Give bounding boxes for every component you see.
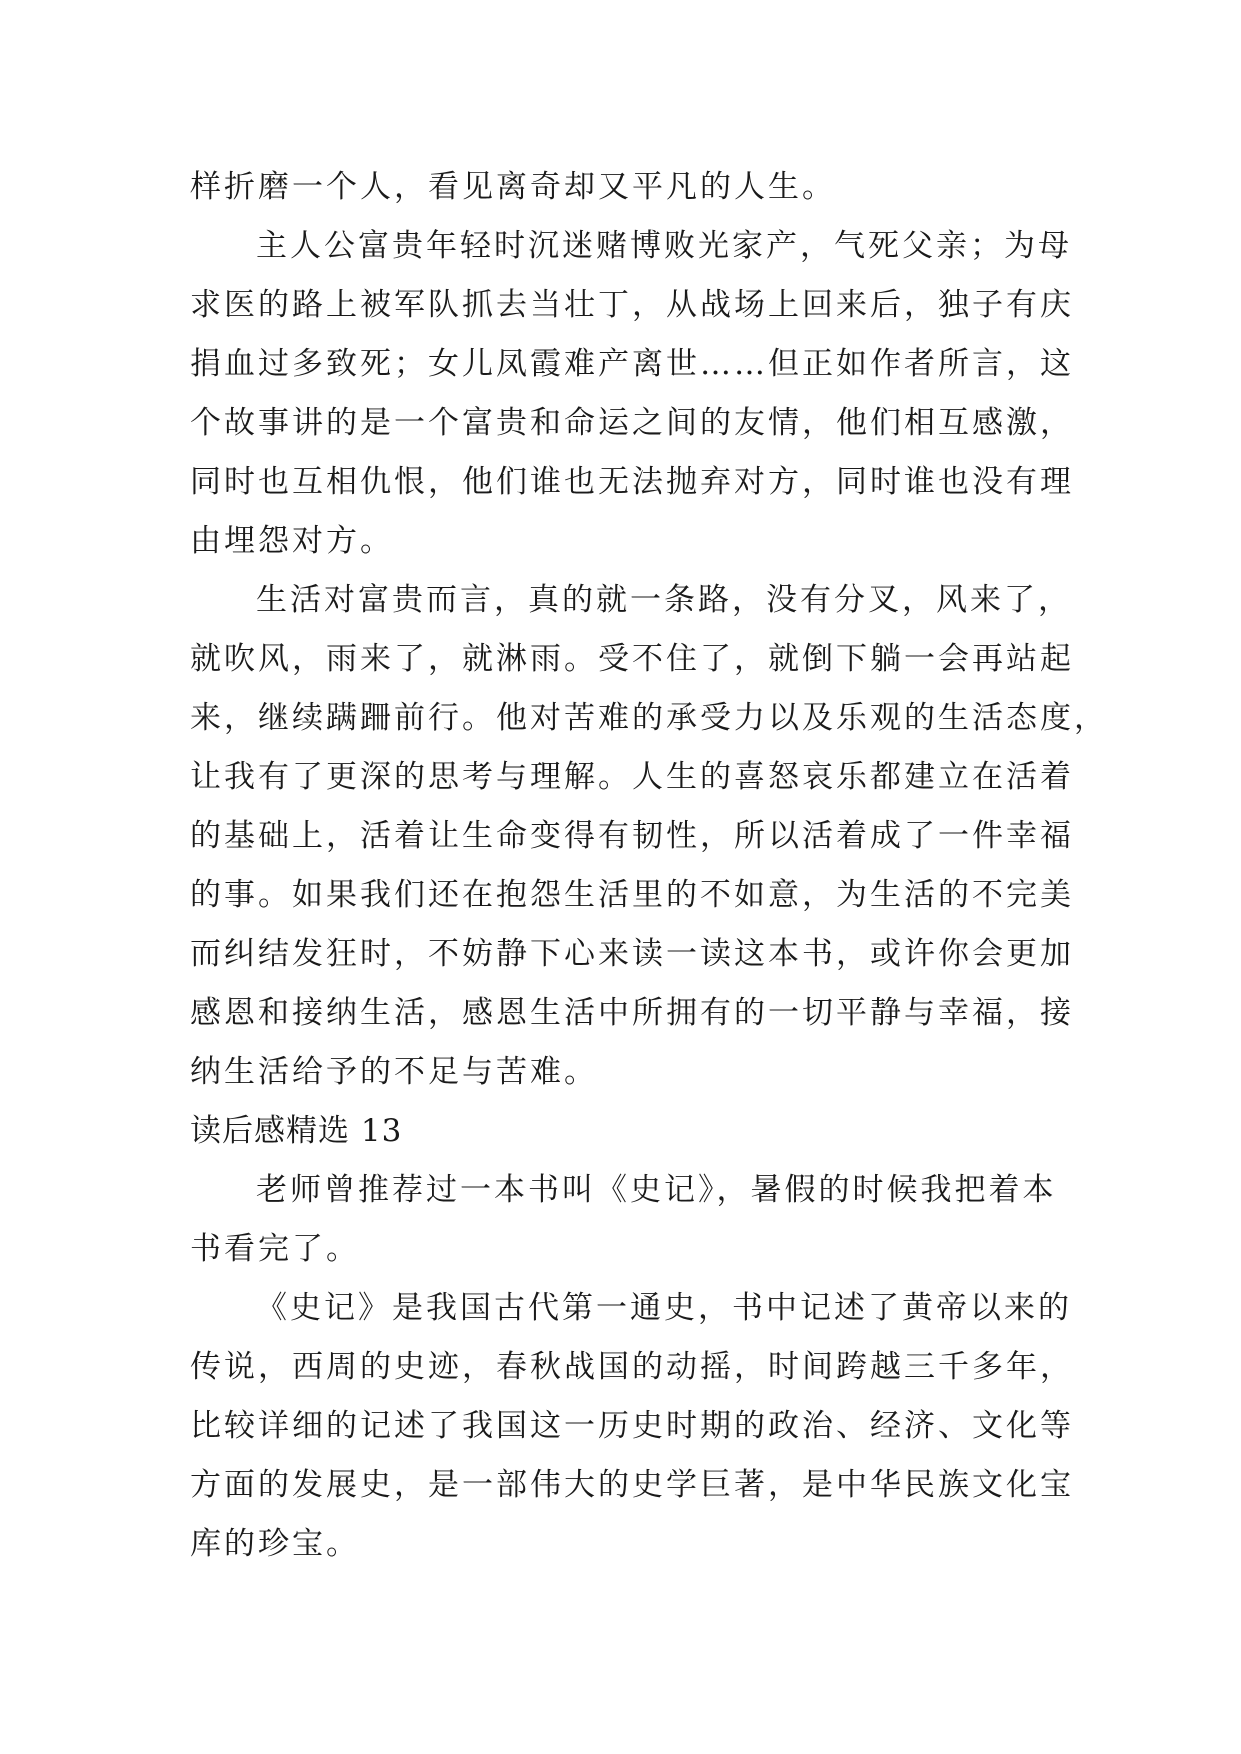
text-line: 纳生活给予的不足与苦难。 xyxy=(190,1054,598,1090)
text-line: 就吹风，雨来了，就淋雨。受不住了，就倒下躺一会再站起 xyxy=(190,641,1074,677)
text-line: 个故事讲的是一个富贵和命运之间的友情，他们相互感激， xyxy=(190,405,1074,441)
text-line: 捐血过多致死；女儿凤霞难产离世……但正如作者所言，这 xyxy=(190,346,1074,382)
text-line: 库的珍宝。 xyxy=(190,1526,360,1562)
section-heading: 读后感精选 13 xyxy=(190,1113,403,1149)
text-line: 而纠结发狂时，不妨静下心来读一读这本书，或许你会更加 xyxy=(190,936,1074,972)
text-line: 的基础上，活着让生命变得有韧性，所以活着成了一件幸福 xyxy=(190,818,1074,854)
text-line: 方面的发展史，是一部伟大的史学巨著，是中华民族文化宝 xyxy=(190,1467,1074,1503)
paragraph-start-line: 主人公富贵年轻时沉迷赌博败光家产，气死父亲；为母 xyxy=(256,228,1072,264)
text-line: 样折磨一个人，看见离奇却又平凡的人生。 xyxy=(190,169,836,205)
text-line: 感恩和接纳生活，感恩生活中所拥有的一切平静与幸福，接 xyxy=(190,995,1074,1031)
text-line: 的事。如果我们还在抱怨生活里的不如意，为生活的不完美 xyxy=(190,877,1074,913)
paragraph-start-line: 《史记》是我国古代第一通史，书中记述了黄帝以来的 xyxy=(256,1290,1072,1326)
text-line: 传说，西周的史迹，春秋战国的动摇，时间跨越三千多年， xyxy=(190,1349,1074,1385)
paragraph-start-line: 生活对富贵而言，真的就一条路，没有分叉，风来了， xyxy=(256,582,1072,618)
text-line: 求医的路上被军队抓去当壮丁，从战场上回来后，独子有庆 xyxy=(190,287,1074,323)
text-line: 由埋怨对方。 xyxy=(190,523,394,559)
text-line: 来，继续蹒跚前行。他对苦难的承受力以及乐观的生活态度， xyxy=(190,700,1108,736)
document-page xyxy=(190,158,1108,1574)
text-line: 比较详细的记述了我国这一历史时期的政治、经济、文化等 xyxy=(190,1408,1074,1444)
text-line: 让我有了更深的思考与理解。人生的喜怒哀乐都建立在活着 xyxy=(190,759,1074,795)
text-line: 书看完了。 xyxy=(190,1231,360,1267)
paragraph-start-line: 老师曾推荐过一本书叫《史记》，暑假的时候我把着本 xyxy=(256,1172,1057,1208)
text-line: 同时也互相仇恨，他们谁也无法抛弃对方，同时谁也没有理 xyxy=(190,464,1074,500)
